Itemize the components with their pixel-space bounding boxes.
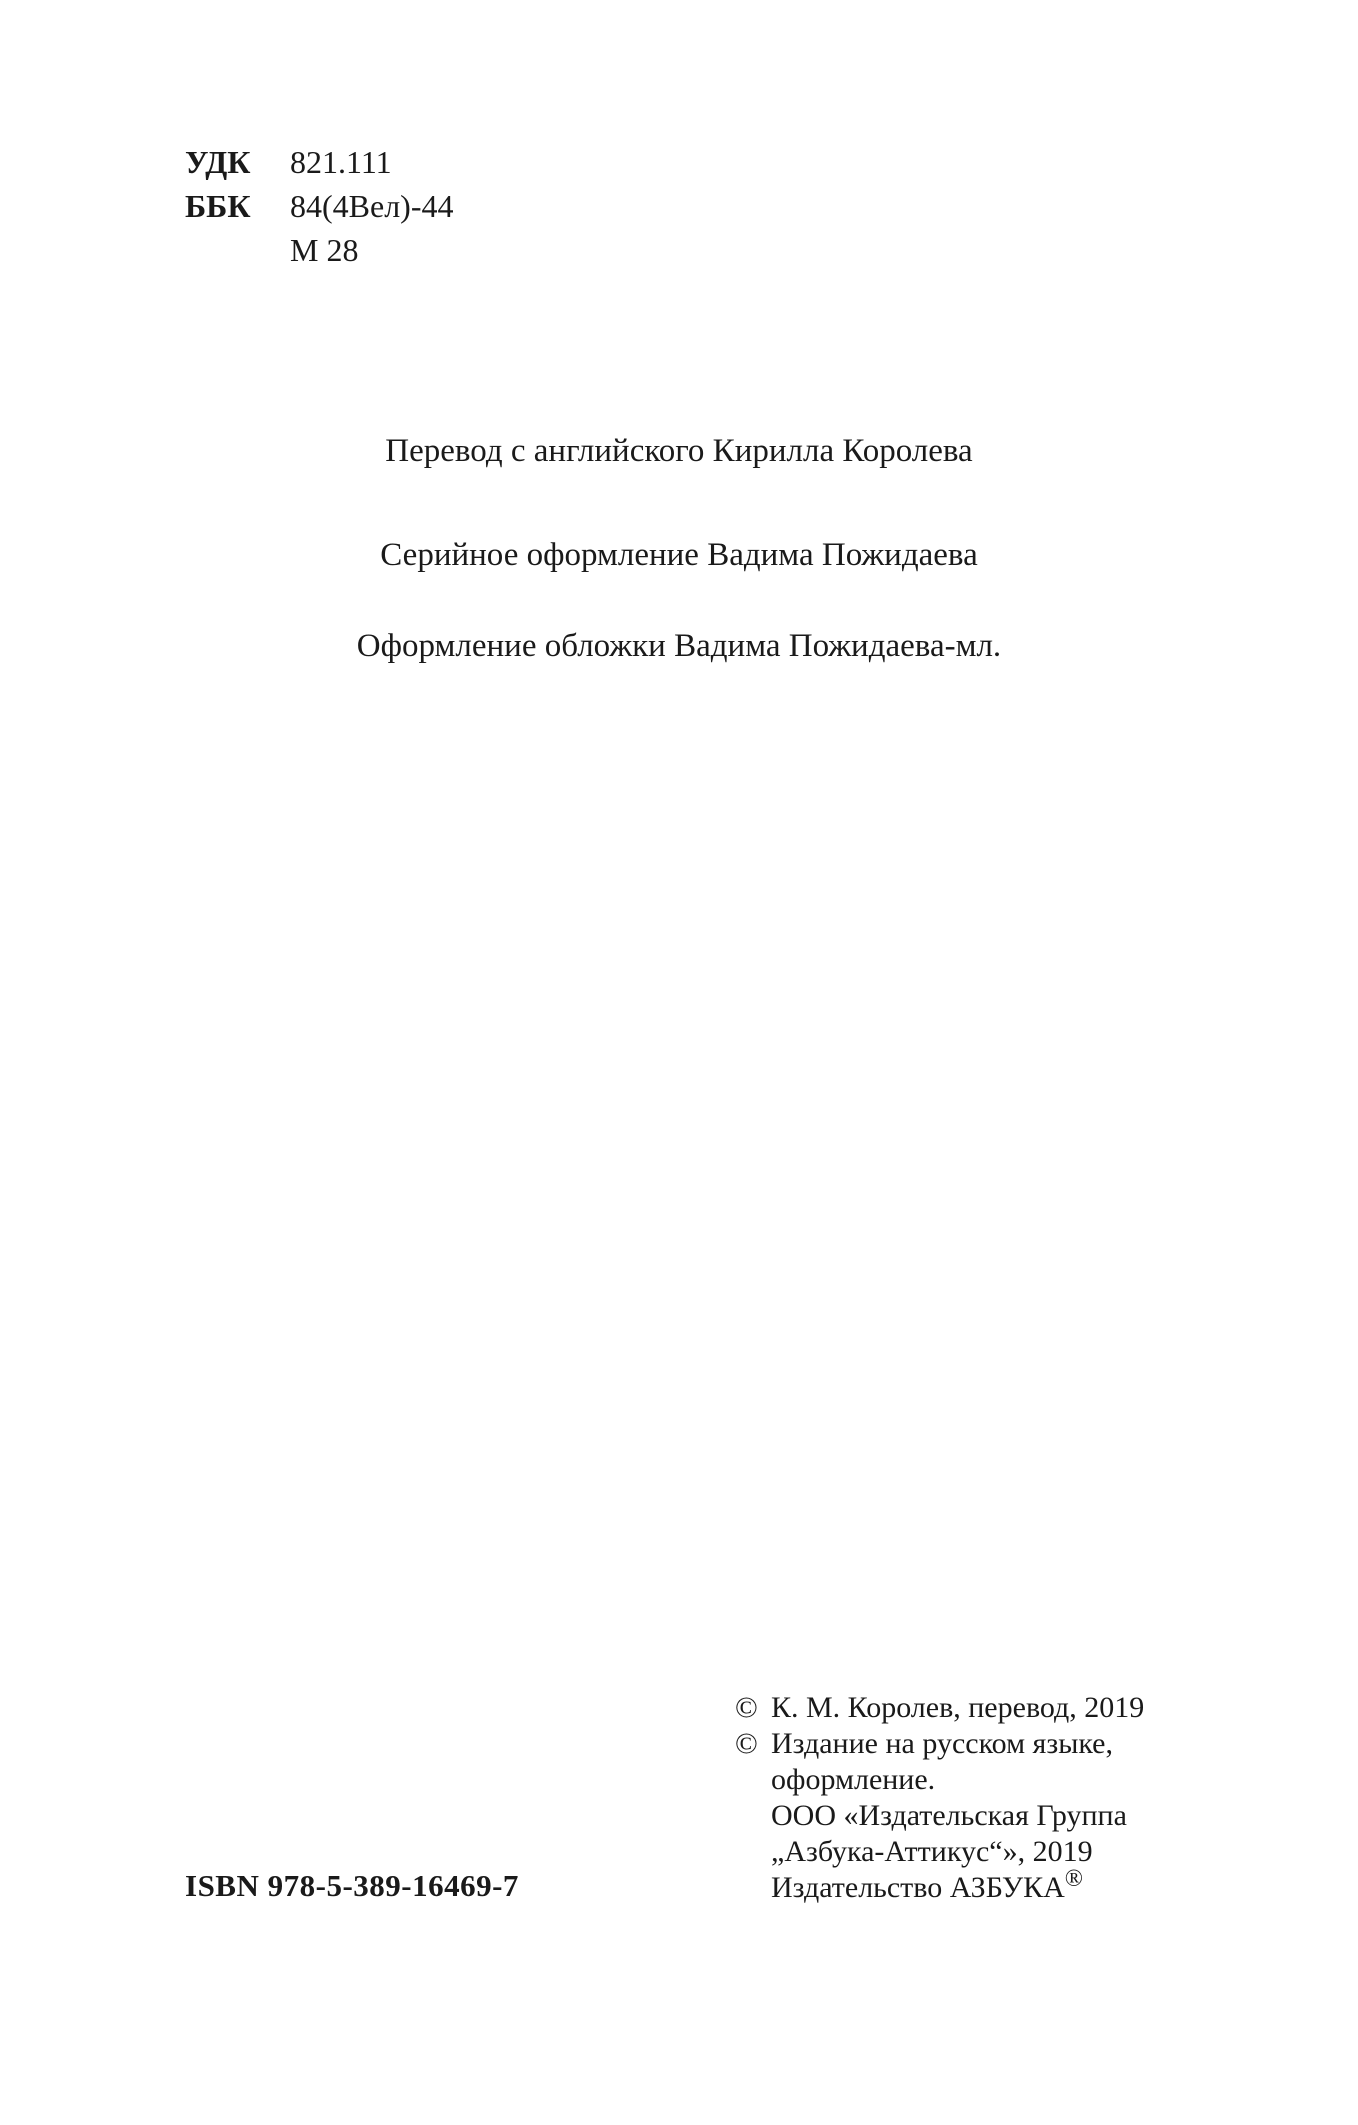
copyright-line [735, 1690, 1144, 1726]
bbk-value: 84(4Вел)-44 [290, 188, 454, 224]
publishing-house-name: Издательство АЗБУКА [771, 1871, 1065, 1904]
translation-credit: Перевод с английского Кирилла Королева [385, 433, 973, 469]
copyright-publishing-house [735, 1866, 1144, 1906]
isbn: ISBN 978-5-389-16469-7 [185, 1868, 519, 1903]
author-mark-row [185, 228, 453, 272]
copyright-publisher-name: „Азбука-Аттикус“», 2019 [771, 1835, 1093, 1868]
classification-block [185, 140, 453, 272]
copyright-design: оформление. [771, 1763, 936, 1796]
udk-row [185, 140, 453, 184]
author-mark: М 28 [290, 232, 359, 268]
udk-label: УДК [185, 144, 251, 180]
bbk-row [185, 184, 453, 228]
copyright-edition: Издание на русском языке, [771, 1727, 1113, 1760]
copyright-translation: К. М. Королев, перевод, 2019 [771, 1691, 1145, 1724]
copyright-line [735, 1726, 1144, 1762]
cover-design-credit: Оформление обложки Вадима Пожидаева-мл. [356, 628, 1002, 664]
bbk-label: ББК [185, 188, 251, 224]
copyright-symbol: © [735, 1727, 758, 1760]
copyright-symbol: © [735, 1691, 758, 1724]
copyright-publisher-group: ООО «Издательская Группа [771, 1799, 1127, 1832]
series-design-credit: Серийное оформление Вадима Пожидаева [380, 537, 978, 573]
registered-mark: ® [1064, 1866, 1084, 1892]
udk-value: 821.111 [290, 144, 392, 180]
copyright-block [735, 1690, 1144, 1906]
